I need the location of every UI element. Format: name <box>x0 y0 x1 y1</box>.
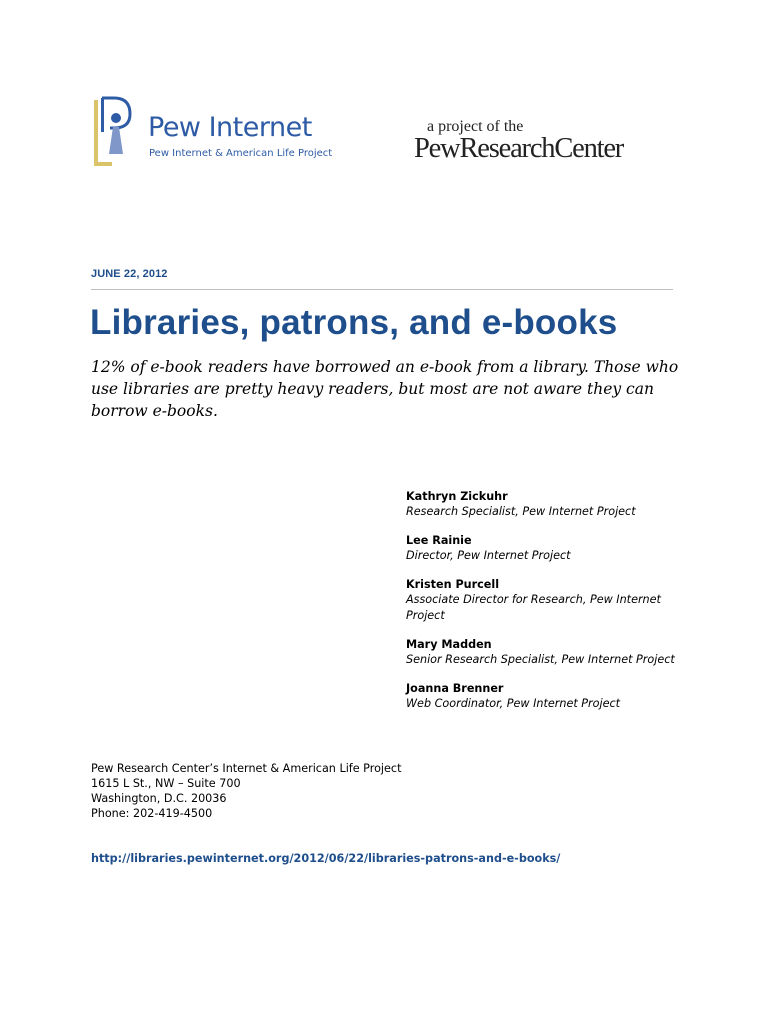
author-role: Director, Pew Internet Project <box>406 549 571 562</box>
report-subtitle: 12% of e-book readers have borrowed an e-book from a library. Those who use libraries are pretty heavy readers, but most are not aware they can borrow e-books. <box>91 358 679 420</box>
author-entry <box>406 637 696 668</box>
pew-internet-wordmark: Pew Internet <box>148 112 312 143</box>
report-date: JUNE 22, 2012 <box>91 268 168 280</box>
author-entry <box>406 577 696 624</box>
address-phone: Phone: 202-419-4500 <box>91 807 213 820</box>
pew-research-center-logo <box>414 116 684 166</box>
contact-address <box>91 761 401 821</box>
author-entry <box>406 533 696 564</box>
prc-logo-wordmark: PewResearchCenter <box>414 133 624 164</box>
header-divider <box>91 289 673 290</box>
report-url-link[interactable]: http://libraries.pewinternet.org/2012/06/22/libraries-patrons-and-e-books/ <box>91 852 561 865</box>
author-name: Kristen Purcell <box>406 578 500 591</box>
pew-internet-tagline: Pew Internet & American Life Project <box>149 148 333 159</box>
author-role: Associate Director for Research, Pew Internet Project <box>406 593 661 622</box>
address-organization: Pew Research Center’s Internet & American Life Project <box>91 762 402 775</box>
author-name: Lee Rainie <box>406 534 472 547</box>
author-role: Research Specialist, Pew Internet Project <box>406 505 636 518</box>
author-entry <box>406 489 696 520</box>
pew-internet-logo <box>92 96 342 168</box>
address-street: 1615 L St., NW – Suite 700 <box>91 777 241 790</box>
author-name: Joanna Brenner <box>406 682 504 695</box>
author-name: Mary Madden <box>406 638 492 651</box>
address-city: Washington, D.C. 20036 <box>91 792 227 805</box>
prc-logo-line1: a project of the <box>427 118 524 135</box>
report-title: Libraries, patrons, and e-books <box>90 303 618 342</box>
author-list <box>406 489 696 725</box>
author-entry <box>406 681 696 712</box>
author-role: Web Coordinator, Pew Internet Project <box>406 697 621 710</box>
author-role: Senior Research Specialist, Pew Internet Project <box>406 653 675 666</box>
pew-internet-mark-icon <box>92 96 132 168</box>
author-name: Kathryn Zickuhr <box>406 490 508 503</box>
